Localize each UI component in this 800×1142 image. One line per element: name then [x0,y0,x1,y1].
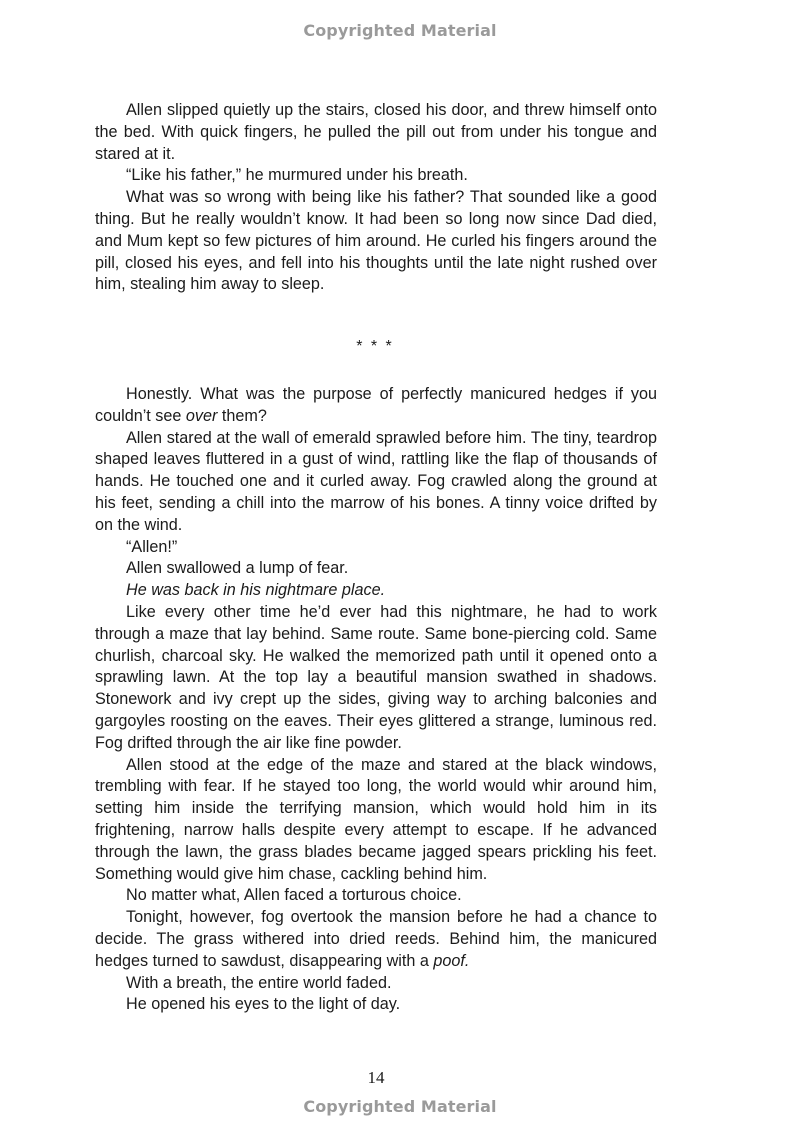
paragraph [95,384,657,428]
paragraph: Allen stared at the wall of emerald sprawled before him. The tiny, teardrop shaped leaves fluttered in a gust of wind, rattling like the flap of thousands of hands. He touched one and it curled away. Fog crawled along the ground at his feet, sending a chill into the marrow of his bones. A tinny voice drifted by on the wind. [95,428,657,534]
paragraph: “Like his father,” he murmured under his breath. [126,166,468,185]
paragraph-text: Honestly. What was the purpose of perfectly manicured hedges if you couldn’t see [95,385,657,425]
paragraph: Allen swallowed a lump of fear. [126,559,349,578]
paragraph: He opened his eyes to the light of day. [126,995,401,1014]
section-1-text [95,100,657,296]
paragraph-text: them? [217,406,267,425]
emphasis-text: He was back in his nightmare place. [126,581,386,600]
paragraph: With a breath, the entire world faded. [126,973,392,992]
paragraph: What was so wrong with being like his father? That sounded like a good thing. But he really wouldn’t know. It had been so long now since Dad died, and Mum kept so few pictures of him around. He curled his fingers around the pill, closed his eyes, and fell into his thoughts until the late night rushed over him, stealing him away to sleep. [95,188,657,294]
emphasis-text: poof. [433,951,470,970]
paragraph: “Allen!” [126,537,178,556]
paragraph: No matter what, Allen faced a torturous choice. [126,886,462,905]
paragraph: Allen stood at the edge of the maze and stared at the black windows, trembling with fear. If he stayed too long, the world would whir around him, setting him inside the terrifying mansion, which would hold him in its frightening, narrow halls despite every attempt to escape. If he advanced through the lawn, the grass blades became jagged spears prickling his feet. Something would give him chase, cackling behind him. [95,755,657,883]
paragraph [95,907,657,972]
copyright-watermark-top: Copyrighted Material [303,21,497,40]
paragraph: Like every other time he’d ever had this nightmare, he had to work through a maze that lay behind. Same route. Same bone-piercing cold. Same churlish, charcoal sky. He walked the memorized path until it opened onto a sprawling lawn. At the top lay a beautiful mansion swathed in shadows. Stonework and ivy crept up the sides, giving way to arching balconies and gargoyles roosting on the eaves. Their eyes glittered a strange, luminous red. Fog drifted through the air like fine powder. [95,602,657,752]
paragraph: Allen slipped quietly up the stairs, closed his door, and threw himself onto the bed. With quick fingers, he pulled the pill out from under his tongue and stared at it. [95,101,657,163]
emphasis-text: over [185,406,218,425]
copyright-watermark-bottom: Copyrighted Material [303,1097,497,1116]
page-number: 14 [367,1068,385,1087]
section-2-text [95,384,657,1016]
scene-break: * * * [356,338,394,355]
paragraph [95,580,657,602]
paragraph-text: Tonight, however, fog overtook the mansion before he had a chance to decide. The grass withered into dried reeds. Behind him, the manicured hedges turned to sawdust, disappearing with a [95,908,657,970]
